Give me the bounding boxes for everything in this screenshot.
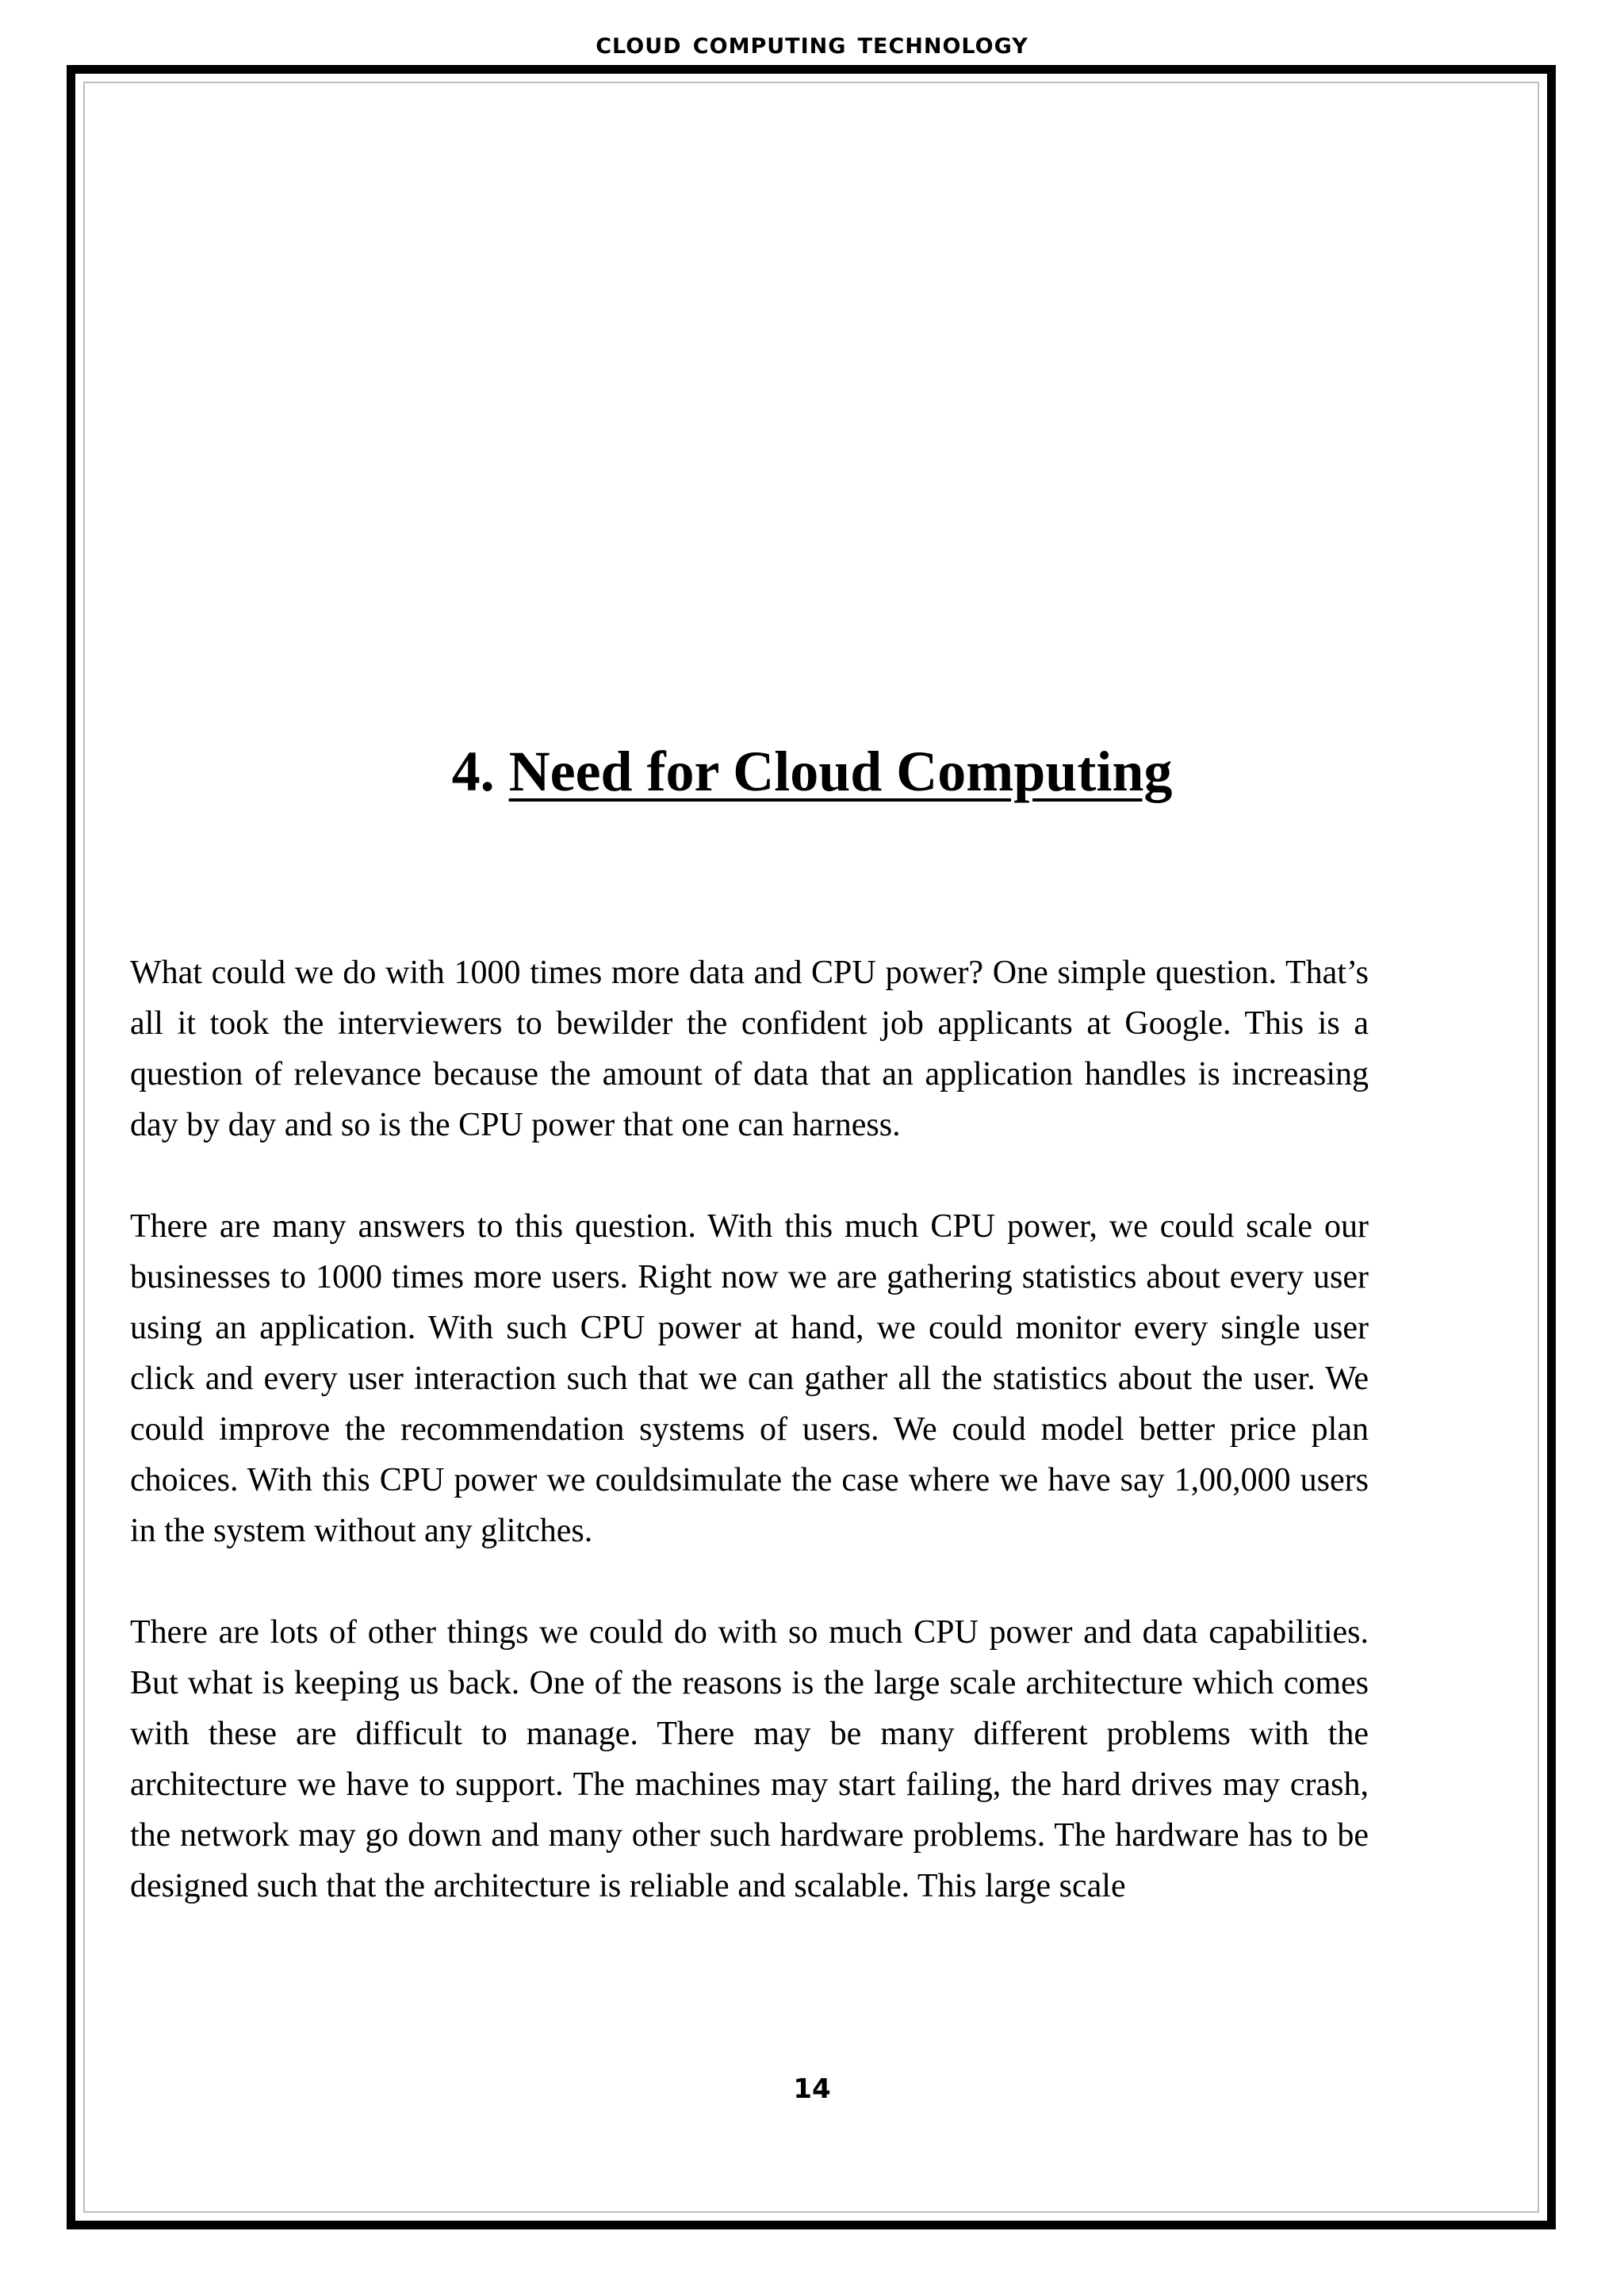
paragraph-2: There are many answers to this question. With this much CPU power, we could scale our businesses to 1000 times more users. Right now we are gathering statistics about every user using an application. With such CPU power at hand, we could monitor every single user click and every user interaction such that we can gather all the statistics about the user. We could improve the recommendation systems of users. We could model better price plan choices. With this CPU power we couldsimulate the case where we have say 1,00,000 users in the system without any glitches. xyxy=(130,1208,1369,1549)
chapter-title xyxy=(0,739,1624,805)
running-header: cloud computing technology xyxy=(596,25,1028,60)
paragraph-3: There are lots of other things we could do with so much CPU power and data capabilities. But what is keeping us back. One of the reasons is the large scale architecture which comes with these are difficult to manage. There may be many different problems with the architecture we have to support. The machines may start failing, the hard drives may crash, the network may go down and many other such hardware problems. The hardware has to be designed such that the architecture is reliable and scalable. This large scale xyxy=(130,1614,1369,1904)
chapter-title-text: Need for Cloud Computing xyxy=(508,740,1173,803)
page-number: 14 xyxy=(793,2073,831,2105)
chapter-number: 4. xyxy=(451,740,495,803)
paragraph-1: What could we do with 1000 times more data and CPU power? One simple question. That’s all it took the interviewers to bewilder the confident job applicants at Google. This is a question of relevance because the amount of data that an application handles is increasing day by day and so is the CPU power that one can harness. xyxy=(130,955,1369,1143)
body-text xyxy=(130,947,1369,1962)
